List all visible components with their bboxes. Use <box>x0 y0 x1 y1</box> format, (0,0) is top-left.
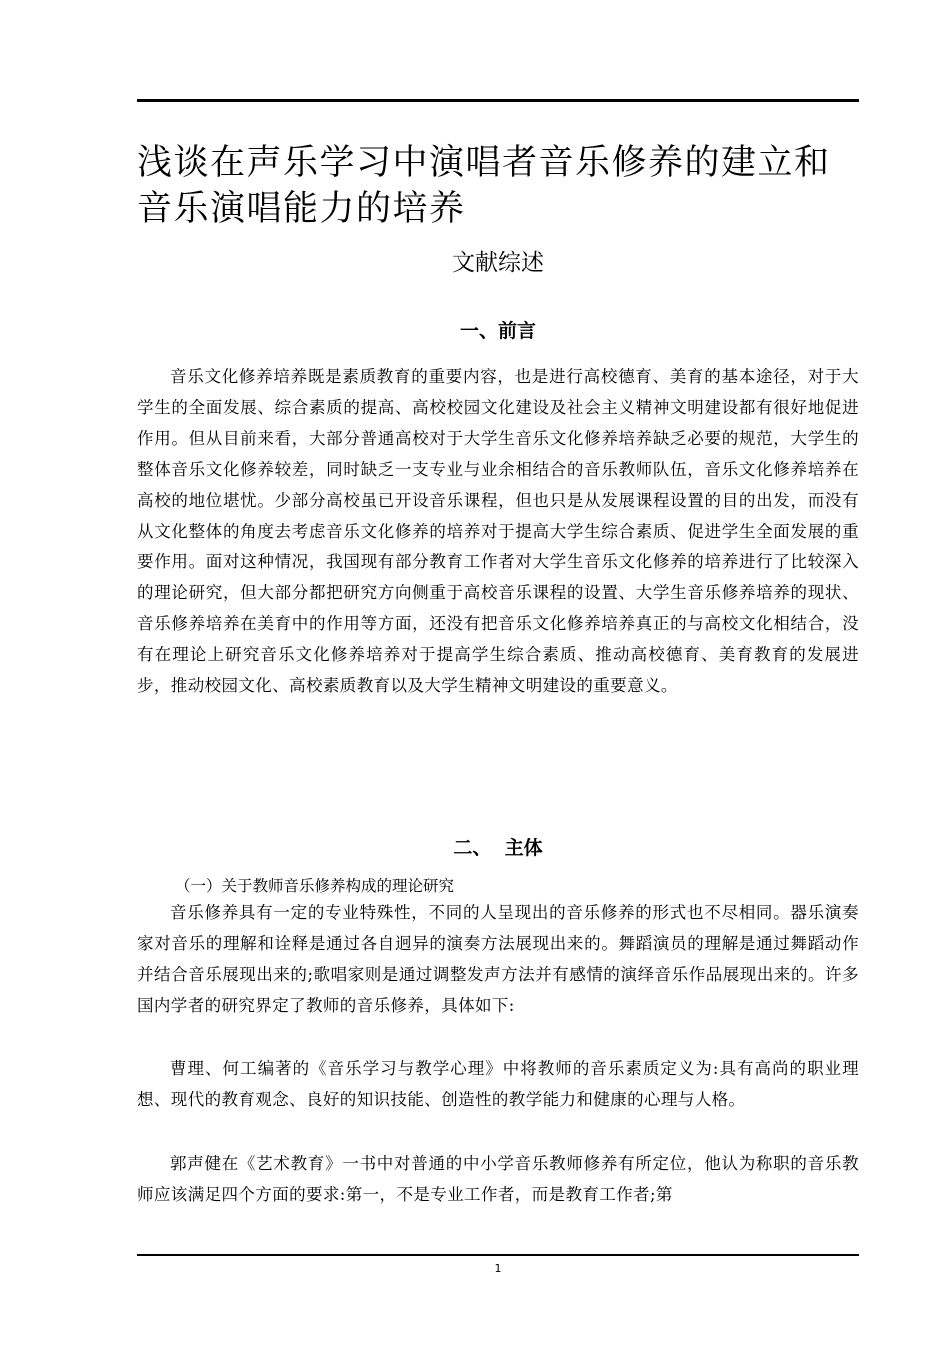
preface-paragraph: 音乐文化修养培养既是素质教育的重要内容，也是进行高校德育、美育的基本途径，对于大学生的全面发展、综合素质的提高、高校校园文化建设及社会主义精神文明建设都有很好地促进作用。但从目前来看，大部分普通高校对于大学生音乐文化修养培养缺乏必要的规范，大学生的整体音乐文化修养较差，同时缺乏一支专业与业余相结合的音乐教师队伍，音乐文化修养培养在高校的地位堪忧。少部分高校虽已开设音乐课程，但也只是从发展课程设置的目的出发，而没有从文化整体的角度去考虑音乐文化修养的培养对于提高大学生综合素质、促进学生全面发展的重要作用。面对这种情况，我国现有部分教育工作者对大学生音乐文化修养的培养进行了比较深入的理论研究，但大部分都把研究方向侧重于高校音乐课程的设置、大学生音乐修养培养的现状、音乐修养培养在美育中的作用等方面，还没有把音乐文化修养培养真正的与高校文化相结合，没有在理论上研究音乐文化修养培养对于提高学生综合素质、推动高校德育、美育教育的发展进步，推动校园文化、高校素质教育以及大学生精神文明建设的重要意义。 <box>137 367 859 696</box>
body-paragraph: 音乐修养具有一定的专业特殊性，不同的人呈现出的音乐修养的形式也不尽相同。器乐演奏家对音乐的理解和诠释是通过各自迥异的演奏方法展现出来的。舞蹈演员的理解是通过舞蹈动作并结合音乐展现出来的;歌唱家则是通过调整发声方法并有感情的演绎音乐作品展现出来的。许多国内学者的研究界定了教师的音乐修养，具体如下: <box>137 903 859 1015</box>
document-subtitle: 文献综述 <box>452 250 544 276</box>
body-paragraph: 郭声健在《艺术教育》一书中对普通的中小学音乐教师修养有所定位，他认为称职的音乐教师应该满足四个方面的要求:第一，不是专业工作者，而是教育工作者;第 <box>137 1154 859 1204</box>
subsection-heading: （一）关于教师音乐修养构成的理论研究 <box>175 877 455 895</box>
body-paragraph: 曹理、何工编著的《音乐学习与教学心理》中将教师的音乐素质定义为:具有高尚的职业理想、现代的教育观念、良好的知识技能、创造性的教学能力和健康的心理与人格。 <box>137 1059 859 1109</box>
section-heading-main: 二、 主体 <box>453 837 543 859</box>
top-rule <box>137 99 859 102</box>
page-number: 1 <box>494 1262 502 1275</box>
footer-rule <box>137 1254 859 1256</box>
document-title: 浅谈在声乐学习中演唱者音乐修养的建立和音乐演唱能力的培养 <box>137 143 831 229</box>
section-heading-preface: 一、前言 <box>459 320 536 342</box>
